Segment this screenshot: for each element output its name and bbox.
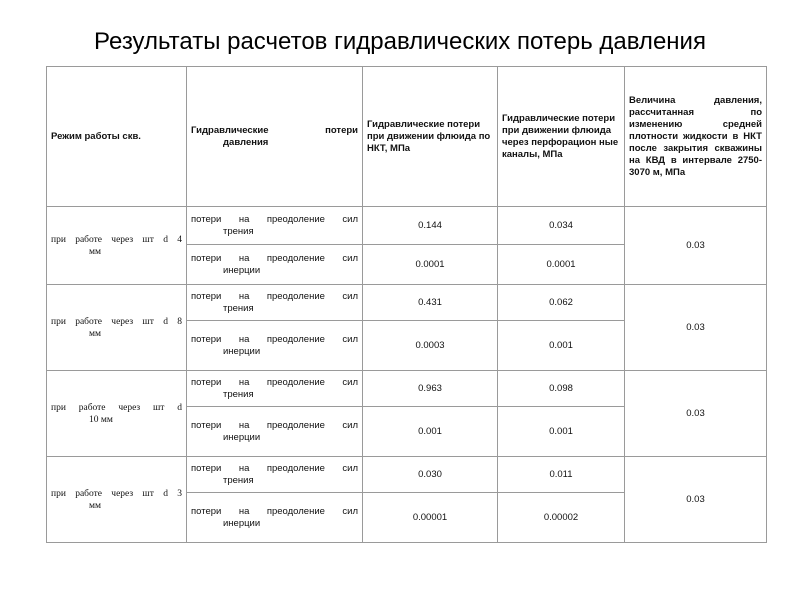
mode-line-2: мм [89,328,102,339]
nkt-loss-value: 0.963 [363,371,498,407]
header-pressure-value: Величина давления, рассчитанная по изменению средней плотности жидкости в НКТ после закрытия скважины на КВД в интервале 2750-3070 м, МПа [625,67,767,207]
table-row [47,457,767,493]
mode-line-1: при работе через шт d 3 [51,488,182,499]
header-loss-type-line-2: давления [223,136,269,148]
pressure-value: 0.03 [625,207,767,285]
loss-type-line-2: трения [223,225,254,237]
pressure-value: 0.03 [625,285,767,371]
mode-line-2: 10 мм [89,414,113,425]
table-row [47,285,767,321]
nkt-loss-value: 0.0001 [363,245,498,285]
nkt-loss-value: 0.001 [363,407,498,457]
perforation-loss-value: 0.001 [498,321,625,371]
header-mode: Режим работы скв. [47,67,187,207]
mode-line-1: при работе через шт d 8 [51,316,182,327]
loss-type-line-2: инерции [223,517,261,529]
loss-type-cell [187,321,363,371]
header-row [47,67,767,207]
loss-type-line-1: потери на преодоление сил [191,419,358,431]
nkt-loss-value: 0.030 [363,457,498,493]
loss-type-line-1: потери на преодоление сил [191,290,358,302]
loss-type-cell [187,493,363,543]
results-body [47,207,767,543]
nkt-loss-value: 0.144 [363,207,498,245]
nkt-loss-value: 0.431 [363,285,498,321]
loss-type-cell [187,245,363,285]
loss-type-line-2: трения [223,474,254,486]
perforation-loss-value: 0.062 [498,285,625,321]
mode-cell [47,207,187,285]
perforation-loss-value: 0.001 [498,407,625,457]
loss-type-line-1: потери на преодоление сил [191,505,358,517]
loss-type-cell [187,457,363,493]
mode-line-2: мм [89,246,102,257]
mode-cell [47,285,187,371]
pressure-value: 0.03 [625,371,767,457]
loss-type-line-1: потери на преодоление сил [191,376,358,388]
loss-type-cell [187,371,363,407]
loss-type-cell [187,285,363,321]
loss-type-line-1: потери на преодоление сил [191,333,358,345]
perforation-loss-value: 0.011 [498,457,625,493]
nkt-loss-value: 0.00001 [363,493,498,543]
mode-line-1: при работе через шт d [51,402,182,413]
page-title: Результаты расчетов гидравлических потерь давления [94,28,706,55]
table-row [47,207,767,245]
loss-type-line-1: потери на преодоление сил [191,462,358,474]
table-row [47,371,767,407]
loss-type-cell [187,207,363,245]
mode-cell [47,371,187,457]
results-table [46,66,767,543]
perforation-loss-value: 0.098 [498,371,625,407]
loss-type-line-1: потери на преодоление сил [191,213,358,225]
header-nkt-losses: Гидравлические потери при движении флюида по НКТ, МПа [363,67,498,207]
mode-line-2: мм [89,500,102,511]
header-loss-type [187,67,363,207]
nkt-loss-value: 0.0003 [363,321,498,371]
loss-type-line-2: трения [223,302,254,314]
perforation-loss-value: 0.00002 [498,493,625,543]
header-perforation-losses: Гидравлические потери при движении флюида через перфорацион ные каналы, МПа [498,67,625,207]
loss-type-line-2: инерции [223,431,261,443]
loss-type-cell [187,407,363,457]
loss-type-line-1: потери на преодоление сил [191,252,358,264]
loss-type-line-2: трения [223,388,254,400]
mode-line-1: при работе через шт d 4 [51,234,182,245]
pressure-value: 0.03 [625,457,767,543]
loss-type-line-2: инерции [223,264,261,276]
mode-cell [47,457,187,543]
header-loss-type-line-1: Гидравлические потери [191,124,358,136]
perforation-loss-value: 0.0001 [498,245,625,285]
loss-type-line-2: инерции [223,345,261,357]
perforation-loss-value: 0.034 [498,207,625,245]
